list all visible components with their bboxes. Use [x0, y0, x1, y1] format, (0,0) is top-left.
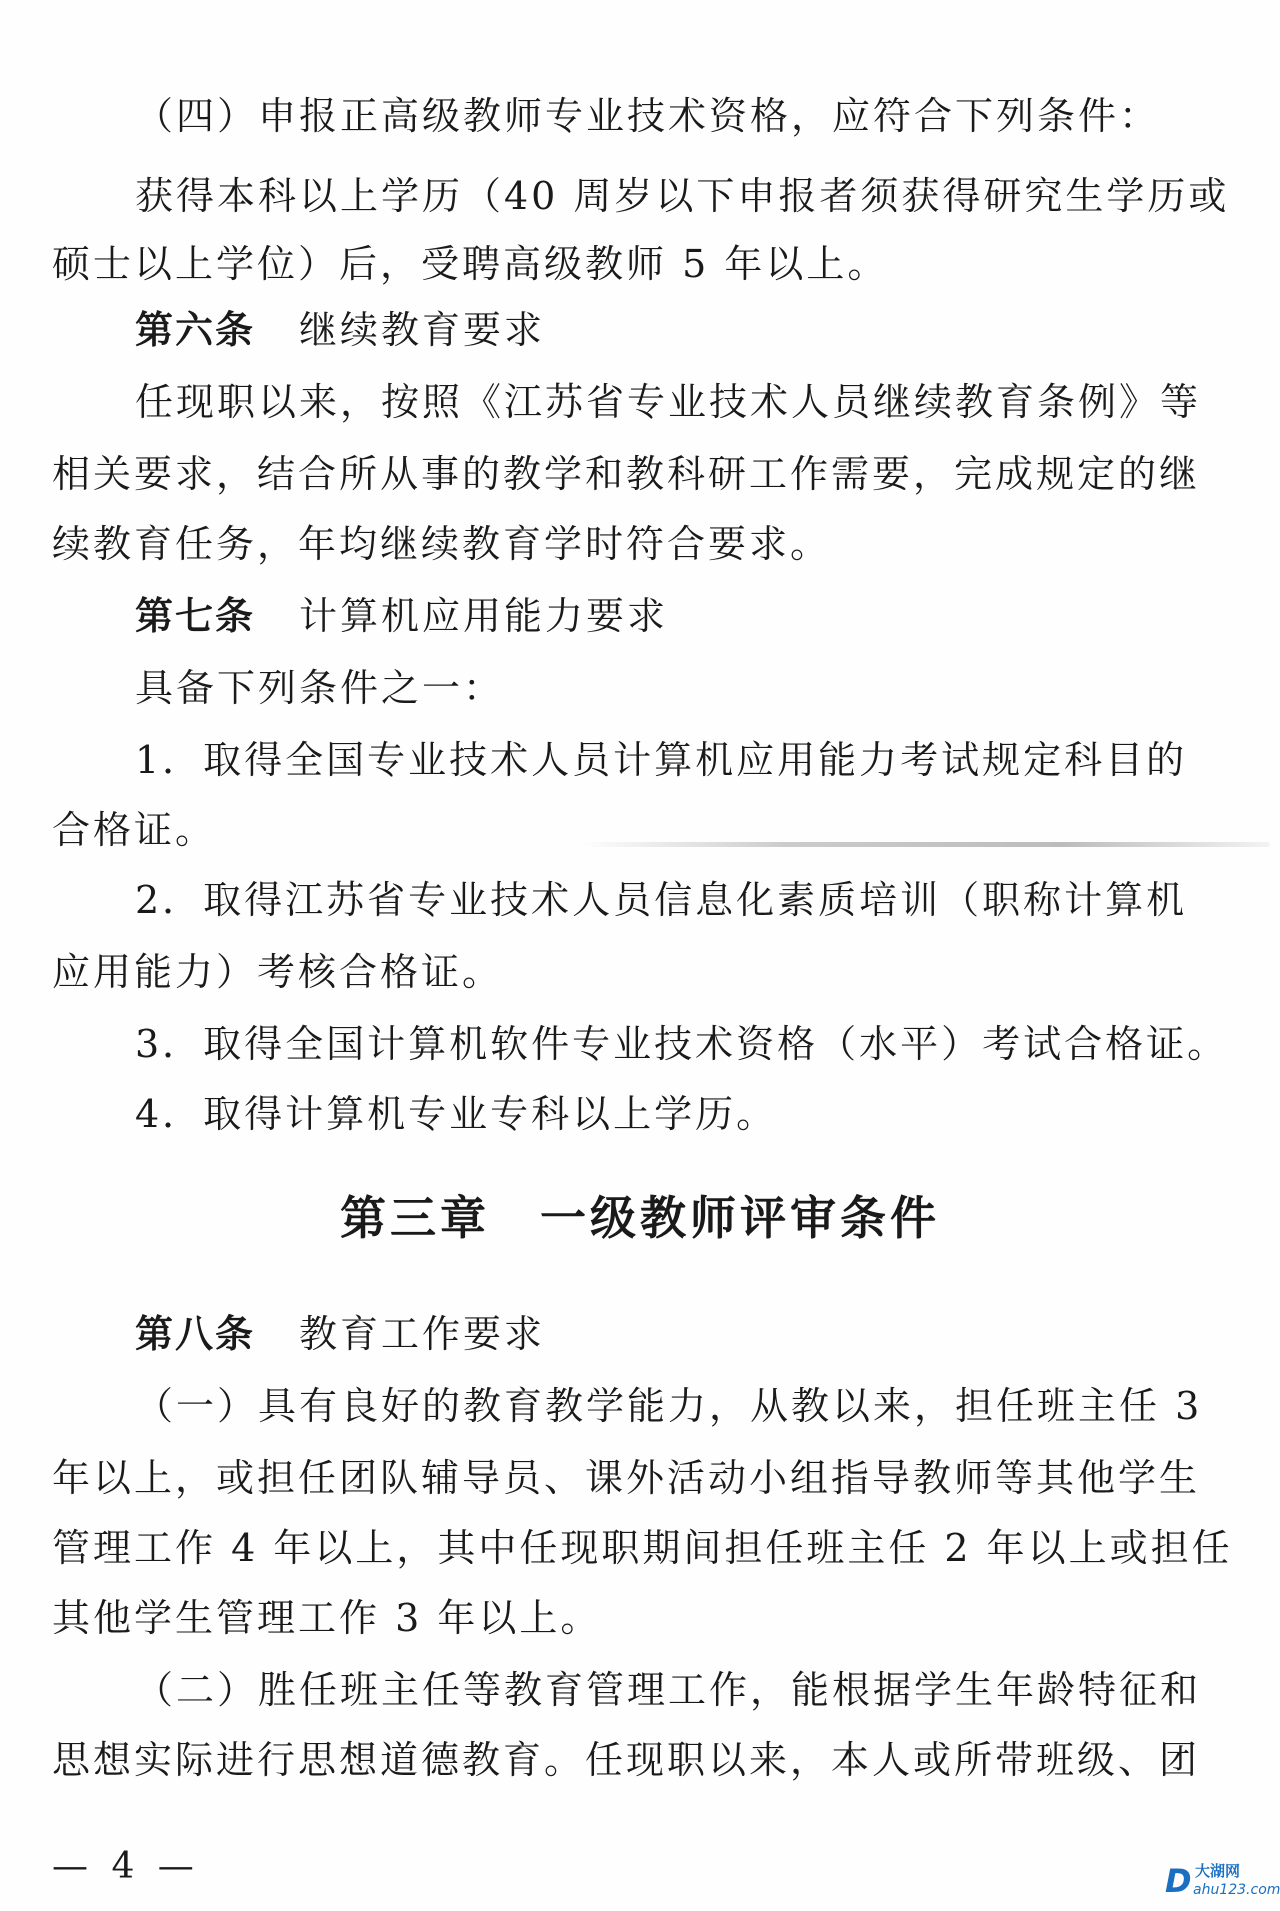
paragraph-line: 思想实际进行思想道德教育。任现职以来，本人或所带班级、团	[52, 1738, 1201, 1782]
article-number: 第七条	[135, 594, 256, 638]
scan-artifact	[580, 842, 1270, 847]
list-item: 4．取得计算机专业专科以上学历。	[135, 1092, 778, 1136]
paragraph-line: 硕士以上学位）后，受聘高级教师 5 年以上。	[52, 242, 889, 286]
paragraph-line: 应用能力）考核合格证。	[52, 950, 504, 994]
paragraph-line: 具备下列条件之一：	[135, 666, 505, 710]
watermark-domain: ahu123.com	[1193, 1882, 1280, 1898]
paragraph-line: 获得本科以上学历（40 周岁以下申报者须获得研究生学历或	[135, 174, 1230, 218]
list-item: 2．取得江苏省专业技术人员信息化素质培训（职称计算机	[135, 878, 1188, 922]
article-title: 教育工作要求	[299, 1312, 546, 1356]
watermark-brand: 大湖网	[1195, 1862, 1241, 1880]
page-number: — 4 —	[52, 1846, 200, 1887]
paragraph-line: （二）胜任班主任等教育管理工作，能根据学生年龄特征和	[135, 1668, 1202, 1712]
paragraph-line: 年以上，或担任团队辅导员、课外活动小组指导教师等其他学生	[52, 1456, 1201, 1500]
paragraph-line: （四）申报正高级教师专业技术资格，应符合下列条件：	[135, 94, 1161, 138]
watermark-logo-icon: D	[1165, 1862, 1192, 1900]
chapter-number: 第三章	[340, 1191, 490, 1245]
article-title: 继续教育要求	[299, 308, 546, 352]
article-heading-6	[135, 306, 545, 354]
site-watermark	[1165, 1862, 1280, 1902]
list-item: 1．取得全国专业技术人员计算机应用能力考试规定科目的	[135, 738, 1188, 782]
paragraph-line: （一）具有良好的教育教学能力，从教以来，担任班主任 3	[135, 1384, 1203, 1428]
paragraph-line: 其他学生管理工作 3 年以上。	[52, 1596, 602, 1640]
chapter-title: 一级教师评审条件	[540, 1191, 940, 1245]
paragraph-line: 管理工作 4 年以上，其中任现职期间担任班主任 2 年以上或担任	[52, 1526, 1233, 1570]
article-title: 计算机应用能力要求	[299, 594, 669, 638]
article-heading-7	[135, 592, 668, 640]
chapter-heading	[0, 1190, 1280, 1246]
list-item: 3．取得全国计算机软件专业技术资格（水平）考试合格证。	[135, 1022, 1229, 1066]
paragraph-line: 任现职以来，按照《江苏省专业技术人员继续教育条例》等	[135, 380, 1202, 424]
article-number: 第八条	[135, 1312, 256, 1356]
paragraph-line: 相关要求，结合所从事的教学和教科研工作需要，完成规定的继	[52, 452, 1201, 496]
article-heading-8	[135, 1310, 545, 1358]
paragraph-line: 合格证。	[52, 808, 217, 852]
article-number: 第六条	[135, 308, 256, 352]
paragraph-line: 续教育任务，年均继续教育学时符合要求。	[52, 522, 832, 566]
